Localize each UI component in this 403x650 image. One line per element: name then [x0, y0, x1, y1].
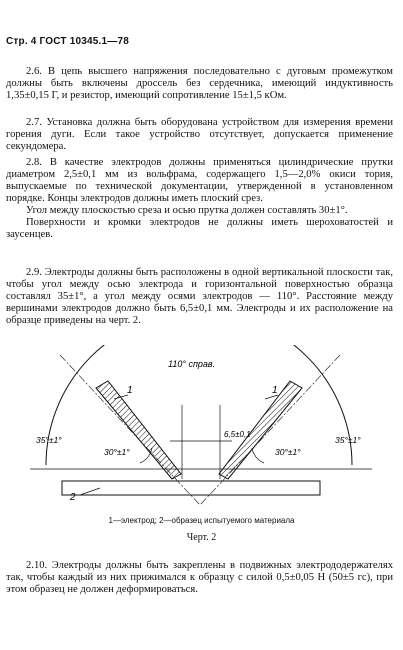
left-electrode	[96, 381, 181, 479]
paragraph-text: 2.6. В цепь высшего напряжения последовательно с дуговым промежутком должны быть включены дроссель без сердечника, имеющий индуктивность 1,35±0,15 Г, и резистор, имеющий сопротивление 15±1,5 кОм.	[6, 66, 393, 101]
paragraph-text: 2.9. Электроды должны быть расположены в одной вертикальной плоскости так, чтобы угол между осью электрода и горизонтальной поверхностью образца составлял 35±1°, а угол между осями электродов — 110°. Расстояние между вершинами электродов должно быть 6,5±0,1 мм. Электроды и их расположение на образце приведены на черт. 2.	[6, 267, 393, 326]
figure-2-diagram	[0, 345, 403, 515]
right-angle-label: 35°±1°	[335, 435, 361, 445]
figure-title: Черт. 2	[186, 532, 217, 543]
paragraph-text: 2.8. В качестве электродов должны применяться цилиндрические прутки диаметром 2,5±0,1 мм из вольфрама, содержащего 1,5—2,0% окиси тория, выпускаемые по технической документации, утвержденной в установленном порядке. Концы электродов должны иметь плоский срез.	[6, 157, 393, 204]
paragraph-text: 2.7. Установка должна быть оборудована устройством для измерения времени горения дуги. Если такое устройство отсутствует, допускается применение секундомера.	[6, 117, 393, 152]
left-axis-line	[60, 355, 200, 505]
paragraph-2-9	[6, 267, 393, 327]
right-cut-label: 30°±1°	[275, 447, 301, 457]
label-2: 2	[70, 492, 76, 503]
gap-label: 6,5±0,1	[224, 430, 251, 439]
paragraph-2-6	[6, 66, 393, 102]
label-1b: 1	[272, 385, 278, 396]
paragraph-text: 2.10. Электроды должны быть закреплены в подвижных электрододержателях так, чтобы каждый из них прижимался к образцу с силой 0,5±0,05 Н (50±5 гс), при этом образец не должен деформироваться.	[6, 560, 393, 595]
leader-2	[80, 488, 100, 495]
figure-caption: 1—электрод; 2—образец испытуемого материала	[108, 516, 295, 525]
paragraph-2-10	[6, 560, 393, 596]
arc-label: 110° справ.	[168, 359, 216, 369]
paragraph-text: Угол между плоскостью среза и осью прутка должен составлять 30±1°.	[26, 205, 348, 216]
paragraph-2-8	[6, 157, 393, 241]
page-header: Стр. 4 ГОСТ 10345.1—78	[6, 36, 129, 47]
specimen	[62, 481, 320, 495]
left-cut-label: 30°±1°	[104, 447, 130, 457]
right-cut-arc	[252, 448, 264, 463]
left-angle-label: 35°±1°	[36, 435, 62, 445]
right-axis-line	[200, 355, 340, 505]
paragraph-2-7	[6, 117, 393, 153]
paragraph-text: Поверхности и кромки электродов не должны иметь шероховатостей и заусенцев.	[6, 217, 393, 240]
label-1a: 1	[127, 385, 133, 396]
